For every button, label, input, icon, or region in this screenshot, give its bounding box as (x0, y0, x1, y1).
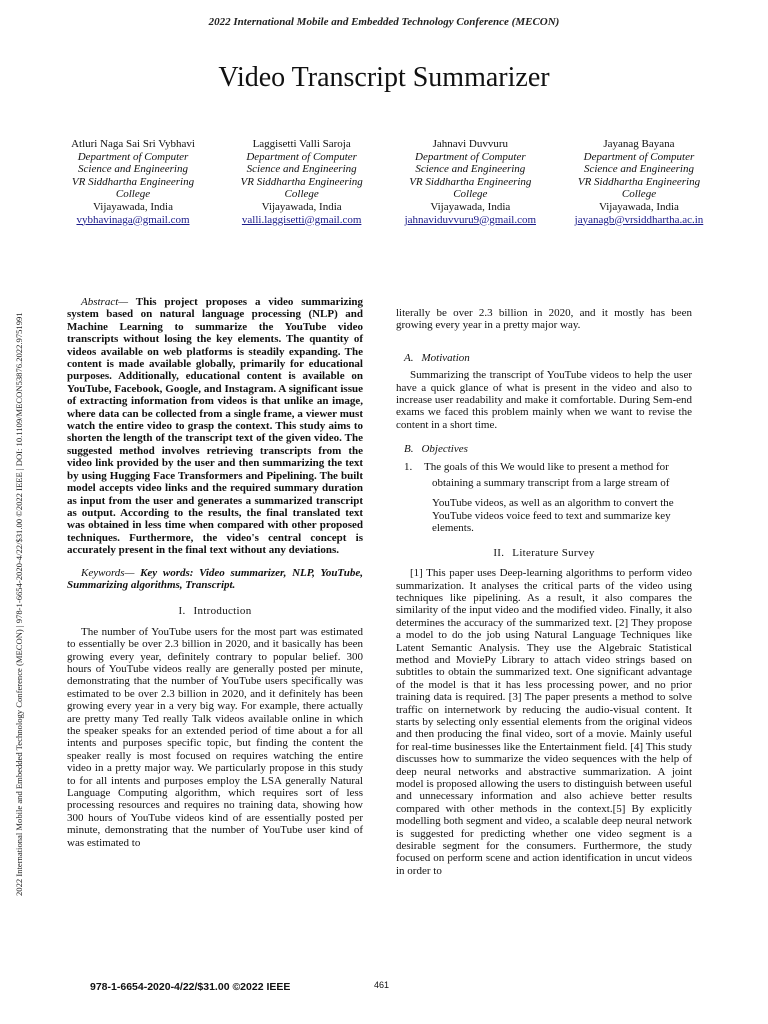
subsection-number: A. (404, 351, 414, 364)
author-affiliation: VR Siddhartha Engineering (71, 175, 195, 188)
author-affiliation: VR Siddhartha Engineering (409, 175, 532, 188)
author-block (50, 138, 722, 226)
author-affiliation: Science and Engineering (415, 163, 526, 176)
author-affiliation: College (453, 188, 488, 201)
keywords-text: Key words: Video summarizer, NLP, YouTube, Summarizing algorithms, Transcript. (67, 566, 363, 591)
author-location: Vijayawada, India (598, 200, 679, 213)
author-email-link[interactable]: jayanagb@vrsiddhartha.ac.in (574, 213, 704, 226)
abstract-lead: Abstract— (81, 296, 129, 308)
introduction-continuation: literally be over 2.3 billion in 2020, and it mostly has been growing every year in a pretty major way. (396, 307, 692, 332)
author-card (387, 138, 553, 226)
author-affiliation: Science and Engineering (246, 163, 357, 176)
keywords-paragraph (67, 567, 363, 592)
subsection-heading-objectives (404, 443, 692, 455)
author-email-link[interactable]: jahnaviduvvuru9@gmail.com (404, 213, 537, 226)
author-card (50, 138, 216, 226)
author-affiliation: VR Siddhartha Engineering (240, 175, 363, 188)
objective-text: YouTube videos, as well as an algorithm to convert the YouTube videos voice feed to text and summarize key elements. (432, 497, 674, 535)
objective-line: The goals of this We would like to present a method for (424, 460, 669, 473)
author-location: Vijayawada, India (430, 200, 511, 213)
footer-isbn: 978-1-6654-2020-4/22/$31.00 ©2022 IEEE (90, 981, 291, 993)
author-card (556, 138, 722, 226)
author-name: Jayanag Bayana (603, 138, 675, 150)
section-number: II. (493, 546, 505, 559)
section-heading-literature-survey (396, 547, 692, 559)
side-doi-text: 2022 International Mobile and Embedded Technology Conference (MECON) | 978-1-6654-2020-4/22/$31.00 ©2022 IEEE | DOI: 10.1109/MECON53876.2022.9751991 (14, 312, 24, 896)
paper-title: Video Transcript Summarizer (218, 62, 550, 93)
motivation-paragraph: Summarizing the transcript of YouTube videos to help the user have a quick glance of what is present in the video and also to increase user readability and make it comfortable. During Sem-end exams we faced this problem mainly when we want to revise the content in a short time. (396, 369, 692, 431)
section-title: Literature Survey (512, 546, 595, 559)
literature-paragraph: [1] This paper uses Deep-learning algorithms to perform video summarization. It analyses the critical parts of the video using techniques like pipelining. As a result, it also compares the similarity of the input video and the modified video. Finally, it also determines the accuracy of the summarized text. [2] They propose a model to do the job using Natural Language Techniques like Latent Semantic Analysis. They use the Algebraic Statistical method and MoviePy Library to attach video strings based on subtitles to obtain the summarized text. One significant advantage of the model is that it has less processing power, and no prior training data is required. [3] The paper presents a method to solve traffic on internetwork by reducing the audio-visual content. It starts by selecting only essential elements from the original videos and then producing the final video, sort of a movie. Mainly useful for real-time businesses like the Entertainment field. [4] This study discusses how to summarize the video sequences with the help of deep neural networks and abstractive summarization. A joint model is proposed allowing the users to distinguish between useful and unnecessary information and also achieve better results compared with other methods in the context.[5] By explicitly modelling both segment and video, a scalable deep neural network is suggested for predicting whether one video segment is a desirable segment for the consumers. Furthermore, the study focused on perform scene and action identification in uncut videos in order to (396, 567, 692, 877)
section-heading-introduction (67, 605, 363, 617)
author-name: Laggisetti Valli Saroja (252, 138, 351, 150)
author-name: Atluri Naga Sai Sri Vybhavi (71, 138, 195, 150)
page-number: 461 (374, 980, 390, 990)
author-name: Jahnavi Duvvuru (432, 138, 509, 150)
introduction-paragraph: The number of YouTube users for the most part was estimated to essentially be over 2.3 billion in 2020, and it basically has been growing every year, definitely contrary to popular belief. 300 hours of YouTube videos really are generally posted per minute, demonstrating that the number of YouTube users specifically was estimated to be over 2.3 billion in 2020, and it definitely has been growing every year in a very big way. For example, there actually are pretty many Ted really Talk videos available online in which the speaker speaks for an extended period of time about a for all intents and purposes specific topic, but finding the content the speaker really is most focused on requires watching the entire video in a pretty major way. We particularly propose in this study to for all intents and purposes employ the LSA generally Natural Language Computing algorithm, which requires sort of less processing resources and requires no training data, showing how 300 hours of YouTube videos kind of are essentially posted per minute, demonstrating that the number of YouTube user kind of was estimated to (67, 625, 363, 849)
section-number: I. (178, 605, 186, 618)
author-affiliation: Science and Engineering (78, 163, 188, 176)
keywords-lead: Keywords— (81, 566, 135, 579)
left-column (67, 296, 363, 849)
objective-list-item (404, 461, 692, 535)
right-column (396, 307, 692, 877)
list-number: 1. (404, 460, 413, 473)
author-email-link[interactable]: vybhavinaga@gmail.com (76, 213, 190, 226)
author-affiliation: Department of Computer (415, 150, 526, 163)
author-email-link[interactable]: valli.laggisetti@gmail.com (241, 213, 362, 226)
abstract-paragraph (67, 296, 363, 557)
author-card (219, 138, 385, 226)
objective-line: obtaining a summary transcript from a large stream of (432, 477, 670, 490)
section-title: Introduction (193, 605, 252, 618)
author-affiliation: College (115, 188, 151, 201)
author-affiliation: Department of Computer (246, 150, 357, 163)
author-affiliation: Science and Engineering (583, 163, 694, 176)
author-affiliation: Department of Computer (583, 150, 695, 163)
author-affiliation: VR Siddhartha Engineering (577, 175, 701, 188)
abstract-text: This project proposes a video summarizing system based on natural language processing (NLP) and Machine Learning to summarize the YouTube video transcripts without losing the key elements. The quantity of videos available on web platforms is steadily expanding. The content is made available globally, primarily for educational purposes. Additionally, educational content is available on YouTube, Facebook, Google, and Instagram. A significant issue of extracting information from videos is that unlike an image, where data can be collected from a single frame, a viewer must watch the entire video to grasp the context. This study aims to shorten the length of the transcript text of the given video. The suggested method involves retrieving transcripts from the video link provided by the user and then summarizing the text by using Hugging Face Transformers and Pipelining. The built model accepts video links and the required summary duration as input from the user and generates a summarized transcript as output. According to the results, the final translated text was obtained in less time when compared with other proposed techniques. Furthermore, the video's central concept is accurately present in the final text without any deviations. (67, 296, 363, 557)
subsection-heading-motivation (404, 352, 692, 364)
subsection-title: Objectives (421, 443, 468, 456)
author-affiliation: Department of Computer (77, 150, 189, 163)
conference-header: 2022 International Mobile and Embedded Technology Conference (MECON) (208, 16, 560, 28)
author-affiliation: College (284, 188, 319, 201)
author-affiliation: College (621, 188, 657, 201)
subsection-number: B. (404, 443, 414, 456)
subsection-title: Motivation (421, 351, 470, 364)
author-location: Vijayawada, India (261, 200, 342, 213)
author-location: Vijayawada, India (93, 200, 173, 213)
